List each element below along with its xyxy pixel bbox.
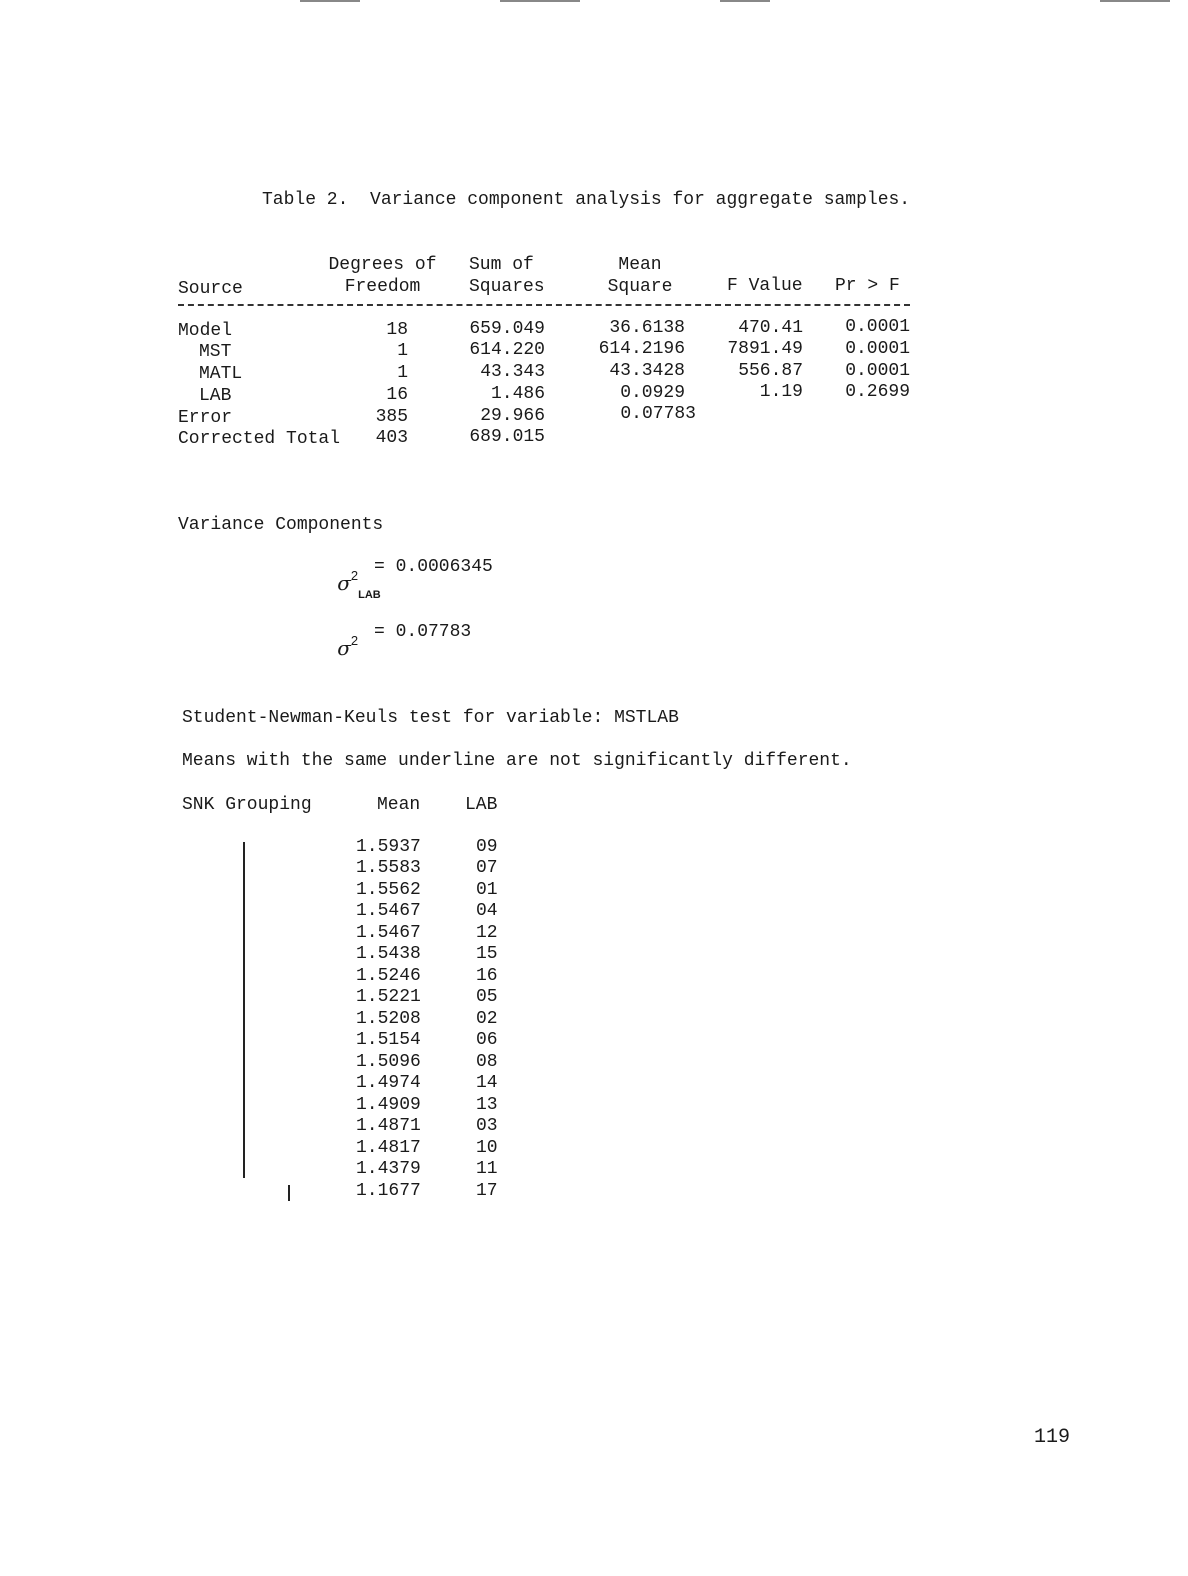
row-df: 1 (397, 341, 408, 361)
snk-mean: 1.5154 (356, 1030, 421, 1050)
snk-lab: 08 (476, 1052, 498, 1072)
snk-lab: 07 (476, 858, 498, 878)
row-source: MST (199, 342, 232, 362)
row-ss: 689.015 (469, 427, 545, 447)
snk-mean: 1.1677 (356, 1181, 421, 1201)
row-p: 0.2699 (845, 382, 910, 402)
snk-mean: 1.4909 (356, 1095, 421, 1115)
scan-artifact (720, 0, 770, 2)
snk-title: Student-Newman-Keuls test for variable: MSTLAB (182, 708, 679, 728)
row-p: 0.0001 (845, 339, 910, 359)
sigma-lab-equation (318, 553, 381, 601)
row-source: MATL (199, 364, 243, 384)
snk-mean: 1.4871 (356, 1116, 421, 1136)
header-sum-of-squares-line2: Squares (469, 277, 545, 297)
row-df: 403 (375, 428, 408, 448)
snk-mean: 1.4379 (356, 1159, 421, 1179)
table-caption: Table 2. Variance component analysis for aggregate samples. (262, 190, 911, 210)
snk-mean: 1.5562 (356, 880, 421, 900)
snk-mean: 1.5438 (356, 944, 421, 964)
row-ss: 1.486 (490, 384, 545, 404)
snk-lab: 17 (476, 1181, 498, 1201)
snk-lab: 03 (476, 1116, 498, 1136)
header-sum-of-squares-line1: Sum of (469, 255, 534, 275)
row-df: 16 (386, 385, 408, 405)
snk-lab: 15 (476, 944, 498, 964)
snk-lab: 02 (476, 1009, 498, 1029)
row-ss: 29.966 (480, 406, 545, 426)
row-ss: 43.343 (480, 362, 545, 382)
sigma-lab-value: = 0.0006345 (374, 557, 493, 577)
snk-mean: 1.5096 (356, 1052, 421, 1072)
header-mean-square-line2: Square (607, 277, 673, 297)
scan-artifact (500, 0, 580, 2)
snk-lab: 09 (476, 837, 498, 857)
snk-mean: 1.5467 (356, 901, 421, 921)
snk-mean: 1.4974 (356, 1073, 421, 1093)
snk-mean: 1.5467 (356, 923, 421, 943)
row-source: Model (178, 321, 233, 341)
snk-lab: 01 (476, 880, 498, 900)
row-df: 385 (375, 407, 408, 427)
scan-artifact (300, 0, 360, 2)
snk-mean: 1.5208 (356, 1009, 421, 1029)
snk-lab: 11 (476, 1159, 498, 1179)
superscript-two: 2 (350, 633, 359, 648)
snk-header-mean: Mean (377, 795, 421, 815)
row-ms: 0.0929 (620, 383, 685, 403)
header-pr-gt-f: Pr > F (835, 276, 900, 296)
row-ss: 659.049 (469, 319, 545, 339)
row-source: Error (178, 408, 233, 428)
snk-mean: 1.4817 (356, 1138, 421, 1158)
sigma-symbol: σ (337, 571, 351, 595)
row-ss: 614.220 (469, 340, 545, 360)
row-df: 1 (397, 363, 408, 383)
snk-lab: 16 (476, 966, 498, 986)
lab-subscript: LAB (358, 589, 381, 601)
header-f-value: F Value (727, 276, 803, 296)
row-f: 1.19 (759, 382, 803, 402)
header-degrees-of-freedom-line2: Freedom (344, 277, 421, 297)
sigma-error-value: = 0.07783 (374, 622, 472, 642)
snk-mean: 1.5583 (356, 858, 421, 878)
row-p: 0.0001 (845, 317, 910, 337)
header-source: Source (178, 279, 243, 299)
header-mean-square-line1: Mean (618, 255, 662, 275)
page-number: 119 (1034, 1426, 1071, 1449)
row-f: 470.41 (738, 318, 803, 338)
snk-lab: 13 (476, 1095, 498, 1115)
row-source: Corrected Total (178, 429, 341, 449)
snk-lab: 10 (476, 1138, 498, 1158)
variance-components-heading: Variance Components (178, 515, 384, 535)
snk-header-grouping: SNK Grouping (182, 795, 312, 815)
scan-artifact (1100, 0, 1170, 2)
snk-lab: 04 (476, 901, 498, 921)
header-separator (178, 304, 910, 306)
snk-mean: 1.5221 (356, 987, 421, 1007)
header-degrees-of-freedom-line1: Degrees of (328, 255, 437, 275)
row-ms: 614.2196 (598, 339, 685, 359)
row-p: 0.0001 (845, 361, 910, 381)
snk-mean: 1.5937 (356, 837, 421, 857)
sigma-symbol: σ (337, 636, 351, 660)
snk-lab: 12 (476, 923, 498, 943)
row-source: LAB (199, 386, 232, 406)
superscript-two: 2 (350, 568, 359, 583)
row-ms: 0.07783 (620, 404, 696, 424)
snk-lab: 05 (476, 987, 498, 1007)
snk-note: Means with the same underline are not significantly different. (182, 751, 852, 771)
row-ms: 36.6138 (609, 318, 685, 338)
snk-lab: 06 (476, 1030, 498, 1050)
sigma-error-equation (318, 618, 358, 660)
row-f: 556.87 (738, 361, 803, 381)
row-ms: 43.3428 (609, 361, 685, 381)
row-df: 18 (386, 320, 408, 340)
snk-group-a-bar (243, 842, 245, 1178)
snk-header-lab: LAB (465, 795, 498, 815)
row-f: 7891.49 (727, 339, 803, 359)
snk-mean: 1.5246 (356, 966, 421, 986)
snk-lab: 14 (476, 1073, 498, 1093)
snk-group-b-bar (288, 1185, 290, 1201)
